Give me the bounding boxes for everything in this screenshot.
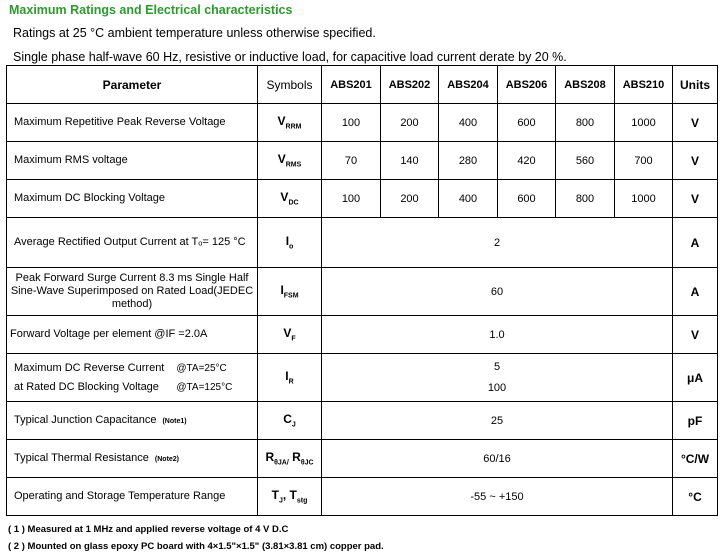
value-cell bbox=[322, 354, 673, 402]
section-title: Maximum Ratings and Electrical characteristics bbox=[9, 3, 293, 17]
row-vrrm bbox=[7, 104, 718, 142]
header-abs206: ABS206 bbox=[498, 66, 556, 104]
header-abs208: ABS208 bbox=[556, 66, 615, 104]
header-row bbox=[7, 66, 718, 104]
symbol: $I_o$ bbox=[258, 218, 322, 268]
header-abs204: ABS204 bbox=[439, 66, 498, 104]
value-cell: 70 bbox=[322, 142, 381, 180]
value-cell: -55 ~ +150 bbox=[322, 478, 673, 516]
param-label: Average Rectified Output Current at Tₒ= 125 °C bbox=[7, 218, 258, 268]
header-symbols: Symbols bbox=[258, 66, 322, 104]
symbol: $I_R$ bbox=[258, 354, 322, 402]
ir-condition-125: @TA=125°C bbox=[176, 381, 233, 393]
row-ifsm bbox=[7, 268, 718, 316]
row-vrms bbox=[7, 142, 718, 180]
value-cell: 400 bbox=[439, 104, 498, 142]
value-cell: 800 bbox=[556, 180, 615, 218]
header-parameter: Parameter bbox=[7, 66, 258, 104]
param-label: Maximum Repetitive Peak Reverse Voltage bbox=[7, 104, 258, 142]
unit-cell: V bbox=[673, 180, 718, 218]
value-cell: 600 bbox=[498, 104, 556, 142]
param-label: Typical Junction Capacitance (Note1) bbox=[7, 402, 258, 440]
ir-param-line1: Maximum DC Reverse Current bbox=[14, 361, 165, 374]
header-units: Units bbox=[673, 66, 718, 104]
symbol: $T_J$, $T_{stg}$ bbox=[258, 478, 322, 516]
param-label: Maximum RMS voltage bbox=[7, 142, 258, 180]
unit-cell: °C bbox=[673, 478, 718, 516]
value-cell: 200 bbox=[381, 104, 439, 142]
param-label: Typical Thermal Resistance (Note2) bbox=[7, 440, 258, 478]
footnote-1: ( 1 ) Measured at 1 MHz and applied reverse voltage of 4 V D.C bbox=[8, 524, 289, 535]
param-label bbox=[7, 354, 258, 402]
unit-cell: °C/W bbox=[673, 440, 718, 478]
ir-value-25: 5 bbox=[493, 360, 501, 373]
param-label: Peak Forward Surge Current 8.3 ms Single Half Sine-Wave Superimposed on Rated Load(JEDEC method) bbox=[7, 268, 258, 316]
row-vdc bbox=[7, 180, 718, 218]
header-abs210: ABS210 bbox=[615, 66, 673, 104]
unit-cell: μA bbox=[673, 354, 718, 402]
note1-ref: (Note1) bbox=[162, 417, 187, 425]
value-cell: 800 bbox=[556, 104, 615, 142]
symbol: $I_{FSM}$ bbox=[258, 268, 322, 316]
value-cell: 25 bbox=[322, 402, 673, 440]
value-cell: 600 bbox=[498, 180, 556, 218]
value-cell: 280 bbox=[439, 142, 498, 180]
note2-ref: (Note2) bbox=[154, 455, 180, 463]
value-cell: 140 bbox=[381, 142, 439, 180]
footnote-2: ( 2 ) Mounted on glass epoxy PC board with 4×1.5"×1.5" (3.81×3.81 cm) copper pad. bbox=[8, 541, 384, 552]
symbol: $V_{DC}$ bbox=[258, 180, 322, 218]
row-io bbox=[7, 218, 718, 268]
value-cell: 700 bbox=[615, 142, 673, 180]
ir-value-125: 100 bbox=[487, 381, 507, 394]
ir-param-line2: at Rated DC Blocking Voltage bbox=[14, 380, 159, 393]
header-abs201: ABS201 bbox=[322, 66, 381, 104]
param-label: Maximum DC Blocking Voltage bbox=[7, 180, 258, 218]
unit-cell: A bbox=[673, 218, 718, 268]
value-cell: 1000 bbox=[615, 104, 673, 142]
value-cell: 420 bbox=[498, 142, 556, 180]
unit-cell: V bbox=[673, 142, 718, 180]
row-ir bbox=[7, 354, 718, 402]
param-label: Forward Voltage per element @IF =2.0A bbox=[7, 316, 258, 354]
row-cj bbox=[7, 402, 718, 440]
row-rth bbox=[7, 440, 718, 478]
symbol: $V_F$ bbox=[258, 316, 322, 354]
row-tj bbox=[7, 478, 718, 516]
value-cell: 100 bbox=[322, 180, 381, 218]
symbol: $V_{RMS}$ bbox=[258, 142, 322, 180]
symbol: $V_{RRM}$ bbox=[258, 104, 322, 142]
ir-condition-25: @TA=25°C bbox=[176, 362, 227, 374]
value-cell: 1000 bbox=[615, 180, 673, 218]
row-vf bbox=[7, 316, 718, 354]
unit-cell: pF bbox=[673, 402, 718, 440]
ratings-note: Ratings at 25 °C ambient temperature unless otherwise specified. bbox=[13, 26, 376, 40]
value-cell: 400 bbox=[439, 180, 498, 218]
load-note: Single phase half-wave 60 Hz, resistive or inductive load, for capacitive load current derate by 20 %. bbox=[13, 50, 567, 64]
value-cell: 2 bbox=[322, 218, 673, 268]
symbol: $C_J$ bbox=[258, 402, 322, 440]
value-cell: 1.0 bbox=[322, 316, 673, 354]
value-cell: 60/16 bbox=[322, 440, 673, 478]
unit-cell: V bbox=[673, 104, 718, 142]
value-cell: 60 bbox=[322, 268, 673, 316]
header-abs202: ABS202 bbox=[381, 66, 439, 104]
ratings-table bbox=[6, 65, 718, 516]
value-cell: 200 bbox=[381, 180, 439, 218]
value-cell: 100 bbox=[322, 104, 381, 142]
unit-cell: V bbox=[673, 316, 718, 354]
value-cell: 560 bbox=[556, 142, 615, 180]
unit-cell: A bbox=[673, 268, 718, 316]
symbol: $R_{\theta JA/}$ $R_{\theta JC}$ bbox=[258, 440, 322, 478]
param-label: Operating and Storage Temperature Range bbox=[7, 478, 258, 516]
